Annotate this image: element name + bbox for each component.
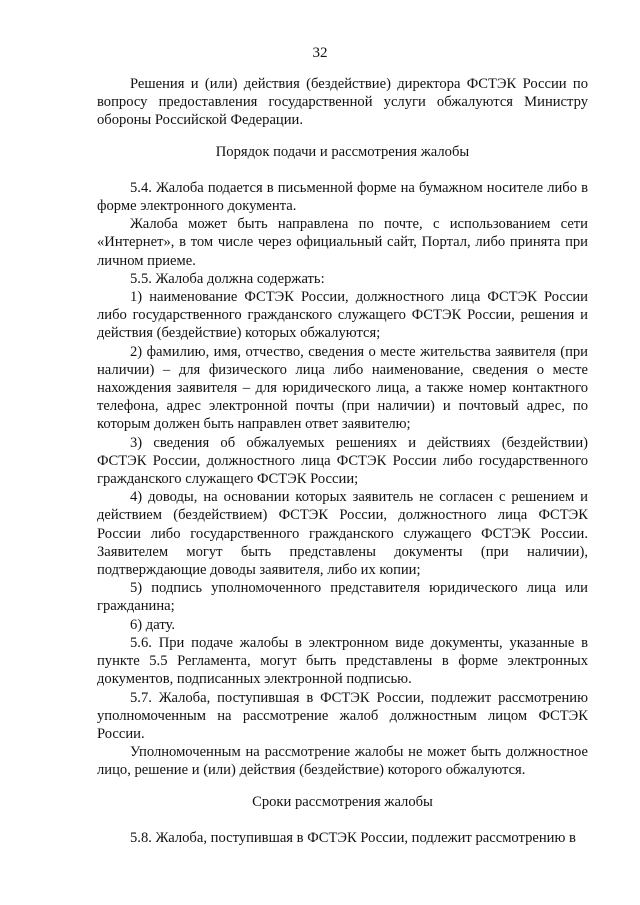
paragraph-authorized-person-restriction: Уполномоченным на рассмотрение жалобы не может быть должностное лицо, решение и (или) действия (бездействие) которого обжалуются. [97,744,588,779]
page-number: 32 [312,45,328,61]
paragraph-submission-channels: Жалоба может быть направлена по почте, с использованием сети «Интернет», в том числе через официальный сайт, Портал, либо принята при личном приеме. [97,216,588,269]
paragraph-5-4: 5.4. Жалоба подается в письменной форме на бумажном носителе либо в форме электронного документа. [97,179,588,215]
list-item-3: 3) сведения об обжалуемых решениях и действиях (бездействии) ФСТЭК России, должностного лица ФСТЭК России либо государственного гражданского служащего ФСТЭК России; [97,434,588,488]
list-item-2: 2) фамилию, имя, отчество, сведения о месте жительства заявителя (при наличии) – для физического лица либо наименование, сведения о месте нахождения заявителя – для юридического лица, а также номер контактного телефона, адрес электронной почты (при наличии) и почтовый адрес, по которым должен быть направлен ответ заявителю; [97,343,588,433]
document-body [97,75,588,847]
list-item-6: 6) дату. [130,616,175,633]
paragraph-5-7: 5.7. Жалоба, поступившая в ФСТЭК России, подлежит рассмотрению уполномоченным на рассмотрение жалоб должностным лицом ФСТЭК России. [97,689,588,742]
section-heading-review-terms: Сроки рассмотрения жалобы [252,793,433,810]
section-heading-complaint-procedure: Порядок подачи и рассмотрения жалобы [215,143,470,160]
list-item-1: 1) наименование ФСТЭК России, должностного лица ФСТЭК России либо государственного гражданского служащего ФСТЭК России, решения и действия (бездействие) которых обжалуются; [97,289,588,342]
paragraph-5-6: 5.6. При подаче жалобы в электронном виде документы, указанные в пункте 5.5 Регламента, могут быть представлены в форме электронных документов, подписанных электронной подписью. [97,634,588,688]
list-item-4: 4) доводы, на основании которых заявитель не согласен с решением и действием (бездействием) ФСТЭК России, должностного лица ФСТЭК России либо государственного гражданского служащего ФСТЭК России. Заявителем могут быть представлены документы (при наличии), подтверждающие доводы заявителя, либо их копии; [97,489,588,579]
paragraph-5-5: 5.5. Жалоба должна содержать: [130,270,325,287]
list-item-5: 5) подпись уполномоченного представителя юридического лица или гражданина; [97,580,588,615]
paragraph-5-8: 5.8. Жалоба, поступившая в ФСТЭК России, подлежит рассмотрению в [130,829,576,846]
paragraph-appeal-to-ministry: Решения и (или) действия (бездействие) директора ФСТЭК России по вопросу предоставления государственной услуги обжалуются Министру обороны Российской Федерации. [97,76,588,129]
